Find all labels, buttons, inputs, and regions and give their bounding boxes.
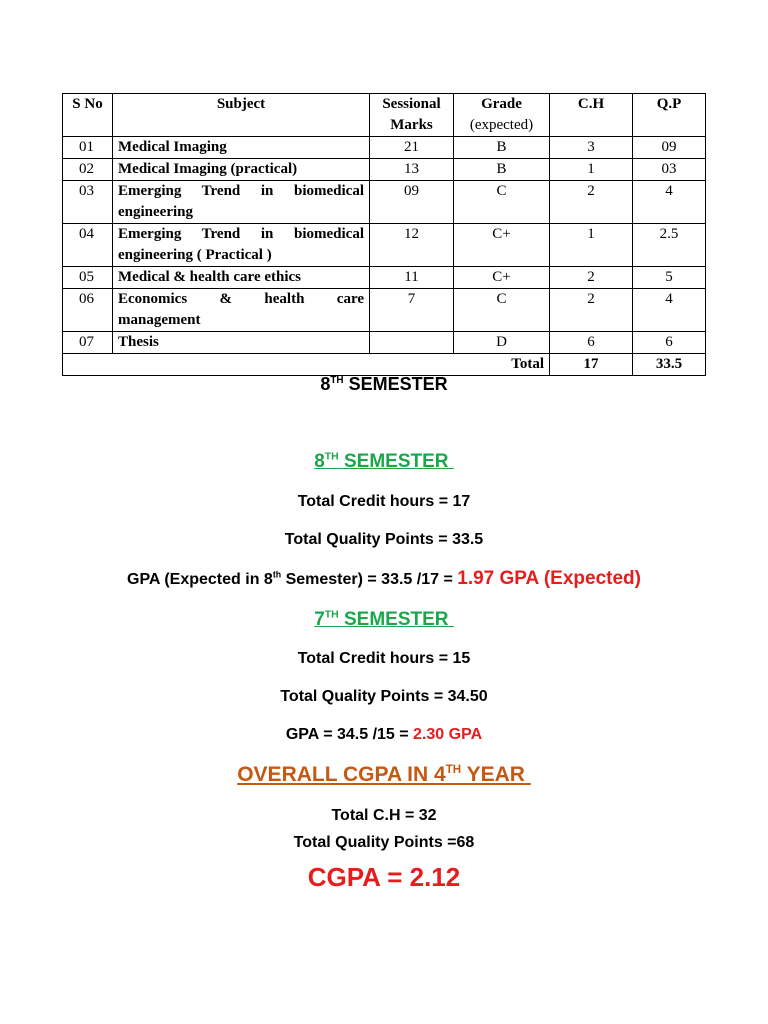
- row-ch: 2: [550, 267, 633, 289]
- seventh-gpa: [0, 726, 768, 744]
- row-marks: 7: [370, 289, 454, 332]
- header-grade-line2: (expected): [469, 117, 534, 133]
- header-sessional-marks: [370, 94, 454, 137]
- total-row: [63, 354, 706, 376]
- row-sno: 07: [63, 332, 113, 354]
- row-grade: D: [454, 332, 550, 354]
- eighth-heading-text: SEMESTER: [343, 451, 449, 472]
- caption-number: 8: [320, 374, 331, 394]
- caption-text: SEMESTER: [348, 374, 448, 394]
- row-grade: C: [454, 181, 550, 224]
- cgpa-result: CGPA = 2.12: [307, 862, 461, 892]
- seventh-quality-points: Total Quality Points = 34.50: [280, 688, 488, 705]
- row-marks: 13: [370, 159, 454, 181]
- eighth-semester-heading: [0, 451, 768, 473]
- eighth-heading-number: 8: [314, 451, 325, 472]
- row-marks: 12: [370, 224, 454, 267]
- table-row: [63, 267, 706, 289]
- row-subject: Emerging Trend in biomedical engineering: [113, 181, 370, 224]
- row-marks: 11: [370, 267, 454, 289]
- header-grade-line1: Grade: [481, 96, 522, 112]
- row-grade: B: [454, 137, 550, 159]
- overall-cgpa-heading: [0, 763, 768, 787]
- overall-total-ch: Total C.H = 32: [331, 807, 437, 824]
- row-subject: Emerging Trend in biomedical engineering ( Practical ): [113, 224, 370, 267]
- seventh-semester-heading: [0, 609, 768, 631]
- seventh-credit-hours: Total Credit hours = 15: [297, 650, 471, 667]
- table-row: [63, 224, 706, 267]
- row-qp: 5: [633, 267, 706, 289]
- header-ch: C.H: [550, 94, 633, 137]
- row-ch: 2: [550, 289, 633, 332]
- header-grade: [454, 94, 550, 137]
- row-sno: 04: [63, 224, 113, 267]
- row-qp: 6: [633, 332, 706, 354]
- table-row: [63, 181, 706, 224]
- eighth-quality-points: Total Quality Points = 33.5: [284, 531, 484, 548]
- row-grade: C+: [454, 267, 550, 289]
- row-qp: 2.5: [633, 224, 706, 267]
- row-sno: 02: [63, 159, 113, 181]
- row-subject: Medical & health care ethics: [113, 267, 370, 289]
- row-subject: Medical Imaging (practical): [113, 159, 370, 181]
- table-caption: [0, 374, 768, 395]
- total-ch: 17: [550, 354, 633, 376]
- eighth-gpa-prefix: GPA (Expected in 8: [127, 571, 273, 588]
- eighth-credit-hours: Total Credit hours = 17: [297, 493, 471, 510]
- row-sno: 06: [63, 289, 113, 332]
- eighth-heading-sup: TH: [324, 451, 339, 463]
- row-sno: 01: [63, 137, 113, 159]
- table-row: [63, 159, 706, 181]
- seventh-heading-sup: TH: [324, 609, 339, 621]
- seventh-gpa-prefix: GPA = 34.5 /15 =: [285, 726, 414, 743]
- row-subject: Medical Imaging: [113, 137, 370, 159]
- seventh-gpa-result: 2.30 GPA: [413, 726, 483, 743]
- overall-total-qp: Total Quality Points =68: [293, 834, 475, 851]
- header-sessional-line1: Sessional: [382, 96, 441, 112]
- table-row: [63, 332, 706, 354]
- table-header-row: [63, 94, 706, 137]
- overall-heading-sup: TH: [445, 764, 462, 776]
- row-ch: 1: [550, 159, 633, 181]
- row-marks: 09: [370, 181, 454, 224]
- row-subject: Thesis: [113, 332, 370, 354]
- row-ch: 1: [550, 224, 633, 267]
- table-row: [63, 289, 706, 332]
- eighth-gpa-middle: Semester) = 33.5 /17 =: [281, 571, 458, 588]
- table-row: [63, 137, 706, 159]
- grades-table: [62, 93, 706, 376]
- seventh-heading-number: 7: [314, 609, 325, 630]
- row-qp: 4: [633, 289, 706, 332]
- row-qp: 4: [633, 181, 706, 224]
- row-ch: 6: [550, 332, 633, 354]
- eighth-gpa-result: 1.97 GPA (Expected): [457, 568, 641, 589]
- total-qp: 33.5: [633, 354, 706, 376]
- header-qp: Q.P: [633, 94, 706, 137]
- row-qp: 09: [633, 137, 706, 159]
- header-subject: Subject: [113, 94, 370, 137]
- seventh-heading-text: SEMESTER: [343, 609, 449, 630]
- row-qp: 03: [633, 159, 706, 181]
- row-ch: 2: [550, 181, 633, 224]
- row-sno: 03: [63, 181, 113, 224]
- eighth-gpa: [0, 568, 768, 590]
- header-sessional-line2: Marks: [390, 117, 433, 133]
- row-grade: B: [454, 159, 550, 181]
- overall-heading-prefix: OVERALL CGPA IN 4: [237, 763, 446, 786]
- row-marks: 21: [370, 137, 454, 159]
- caption-sup: TH: [330, 375, 344, 386]
- row-ch: 3: [550, 137, 633, 159]
- row-sno: 05: [63, 267, 113, 289]
- row-grade: C+: [454, 224, 550, 267]
- row-subject: Economics & health care management: [113, 289, 370, 332]
- row-grade: C: [454, 289, 550, 332]
- header-sno: S No: [63, 94, 113, 137]
- eighth-gpa-sup: th: [272, 569, 282, 580]
- overall-heading-suffix: YEAR: [461, 763, 525, 786]
- total-label: Total: [63, 354, 550, 376]
- row-marks: [370, 332, 454, 354]
